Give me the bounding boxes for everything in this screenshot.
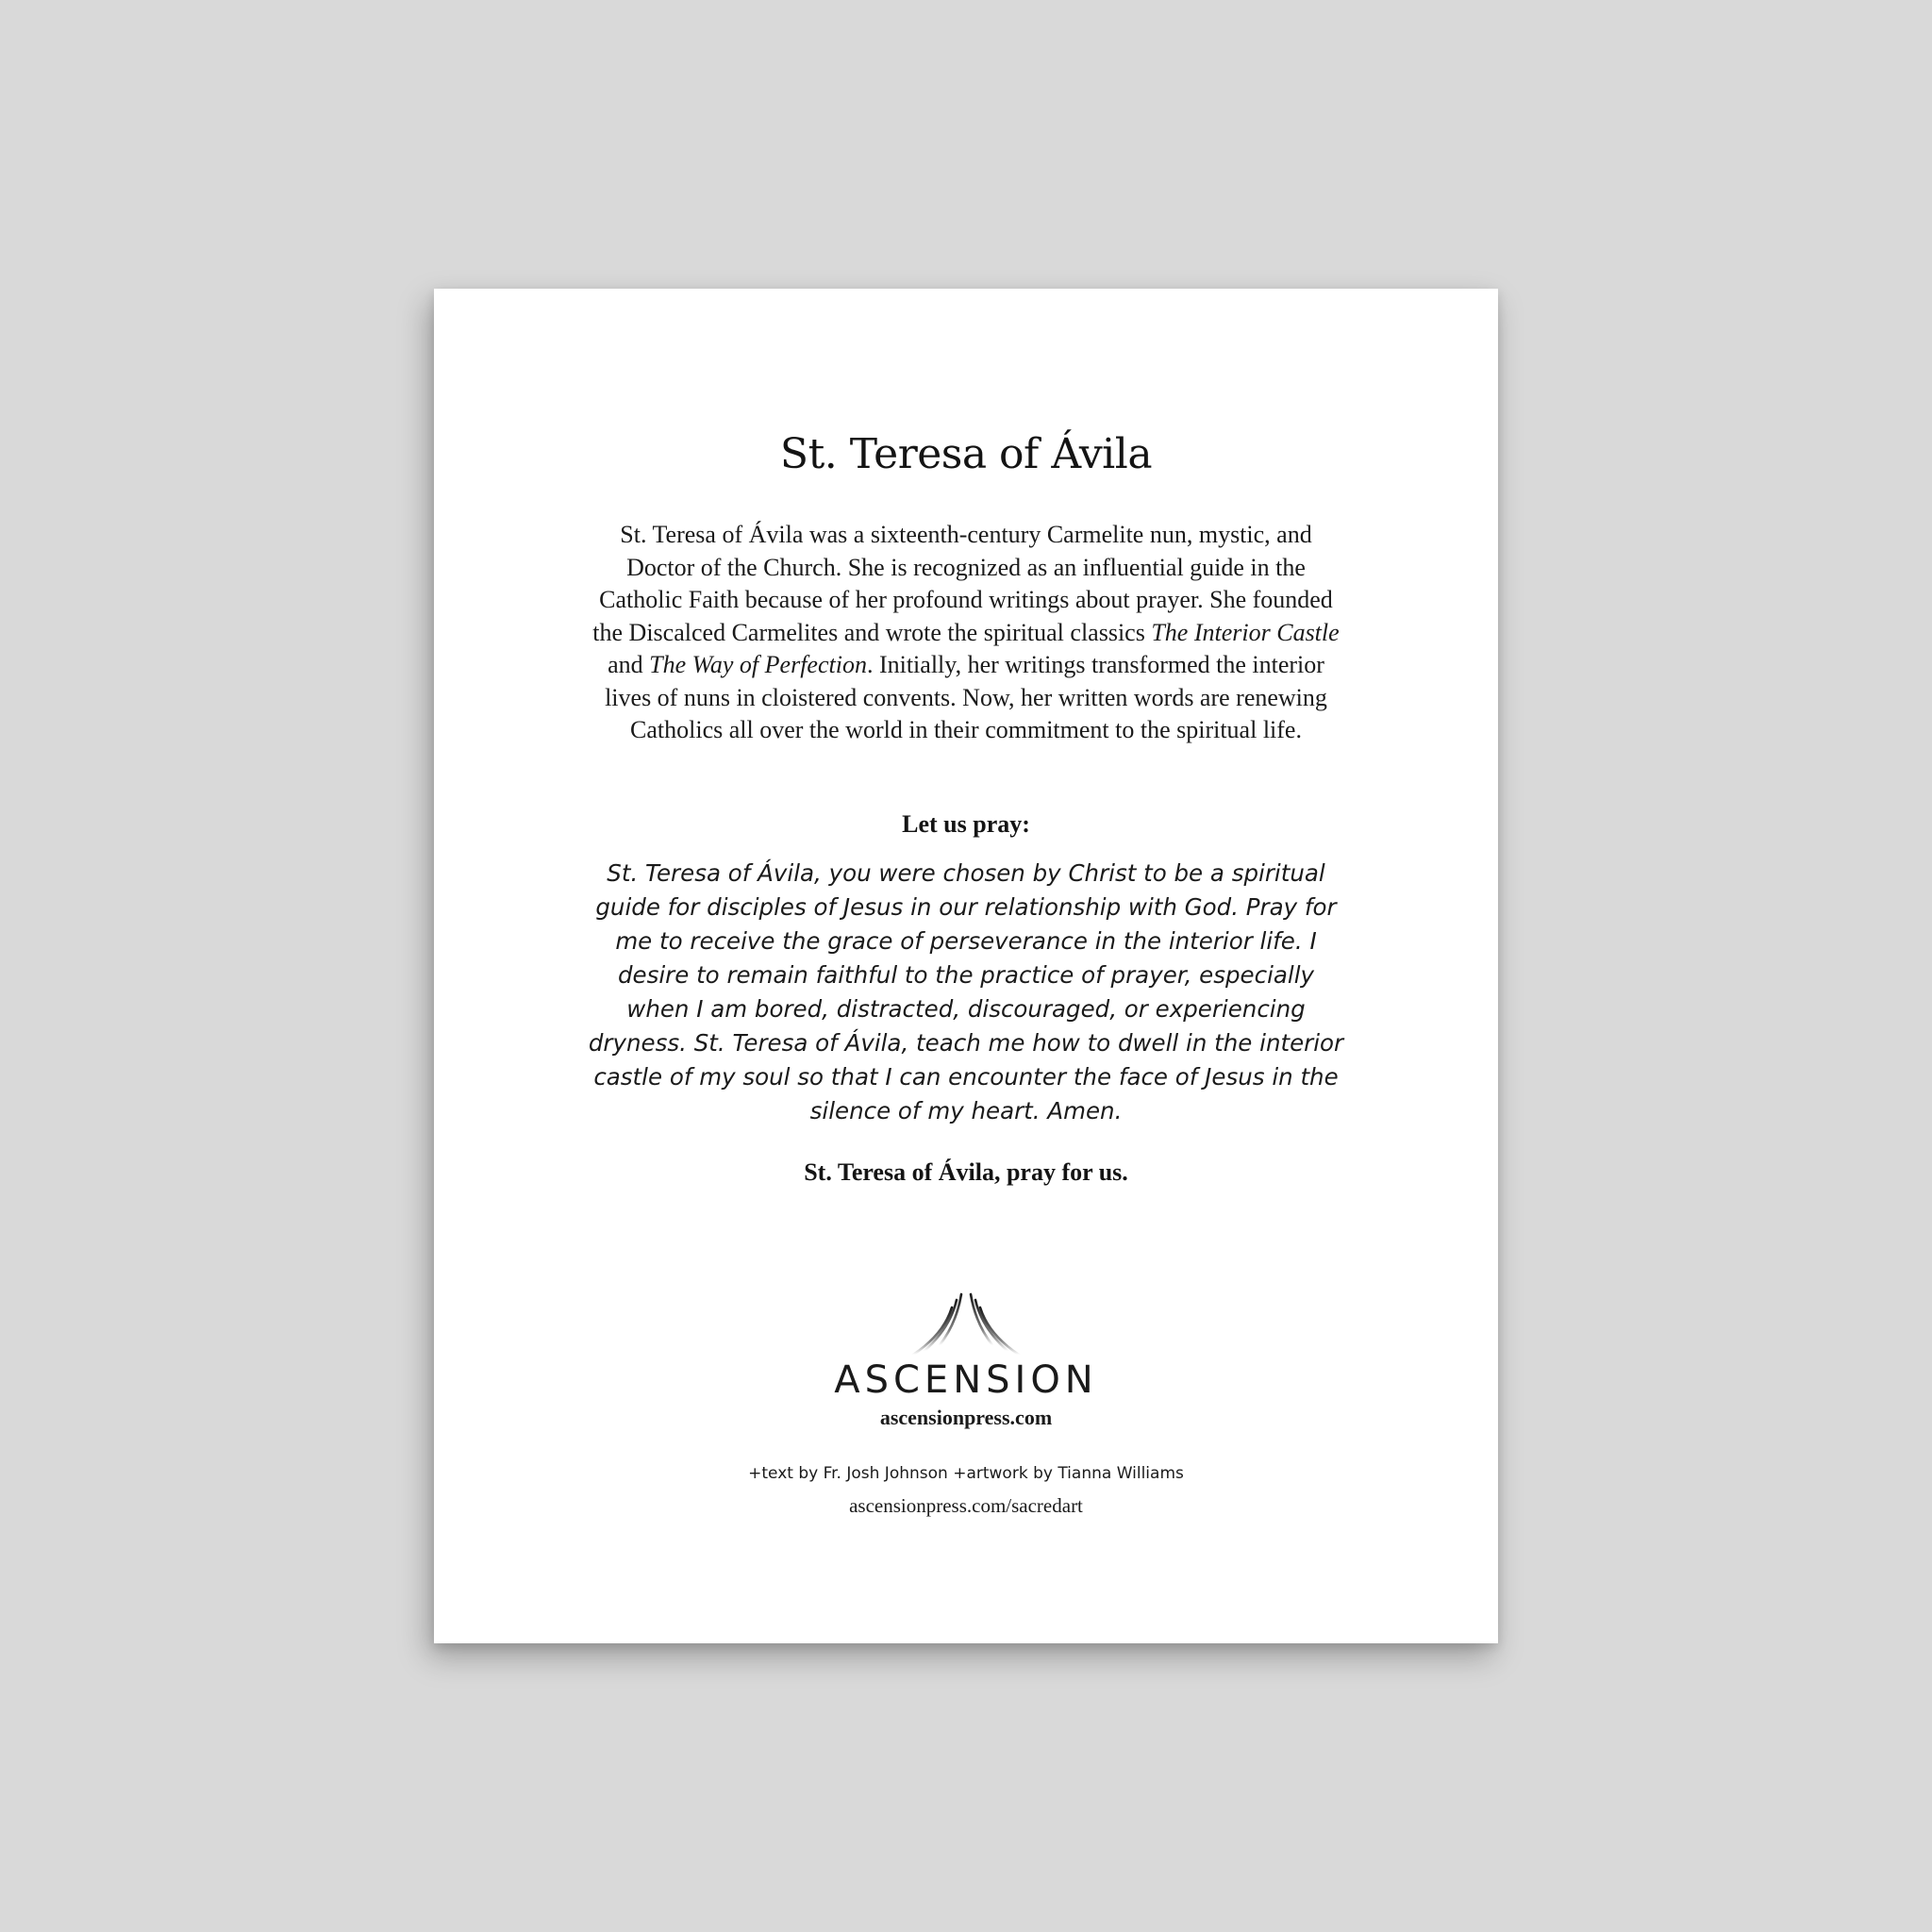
prayer-card bbox=[434, 289, 1498, 1643]
prayer-heading: Let us pray: bbox=[902, 810, 1030, 838]
ascension-rays-logo-icon bbox=[911, 1287, 1021, 1357]
credits-line: +text by Fr. Josh Johnson +artwork by Tianna Williams bbox=[748, 1464, 1184, 1483]
book-title-interior-castle: The Interior Castle bbox=[1151, 618, 1340, 646]
biography-paragraph bbox=[585, 519, 1347, 747]
bio-and: and bbox=[608, 651, 650, 678]
closing-invocation: St. Teresa of Ávila, pray for us. bbox=[804, 1158, 1128, 1186]
logo-url: ascensionpress.com bbox=[879, 1406, 1053, 1429]
sacred-art-url: ascensionpress.com/sacredart bbox=[849, 1494, 1083, 1517]
logo-wordmark: ASCENSION bbox=[834, 1358, 1098, 1402]
prayer-text: St. Teresa of Ávila, you were chosen by Christ to be a spiritual guide for disciples of Jesus in our relationship with God. Pray for me to receive the grace of perseverance in the interior life. I desire to remain faithful to the practice of prayer, especially when I am bored, distracted, discouraged, or experiencing dryness. St. Teresa of Ávila, teach me how to dwell in the interior castle of my soul so that I can encounter the face of Jesus in the silence of my heart. Amen. bbox=[588, 859, 1344, 1124]
page-title: St. Teresa of Ávila bbox=[779, 430, 1153, 478]
book-title-way-of-perfection: The Way of Perfection bbox=[649, 651, 867, 678]
bio-intro: St. Teresa of Ávila was a sixteenth-century Carmelite nun, mystic, and Doctor of the Church. She is recognized as an influential guide in the Catholic Faith because of her profound writings about prayer. She founded the Discalced Carmelites and wrote the spiritual classics bbox=[592, 521, 1333, 646]
bio-rest: . Initially, her writings transformed the interior lives of nuns in cloistered convents. Now, her written words are renewing Catholics all over the world in their commitment to the spiritual life. bbox=[605, 651, 1327, 743]
